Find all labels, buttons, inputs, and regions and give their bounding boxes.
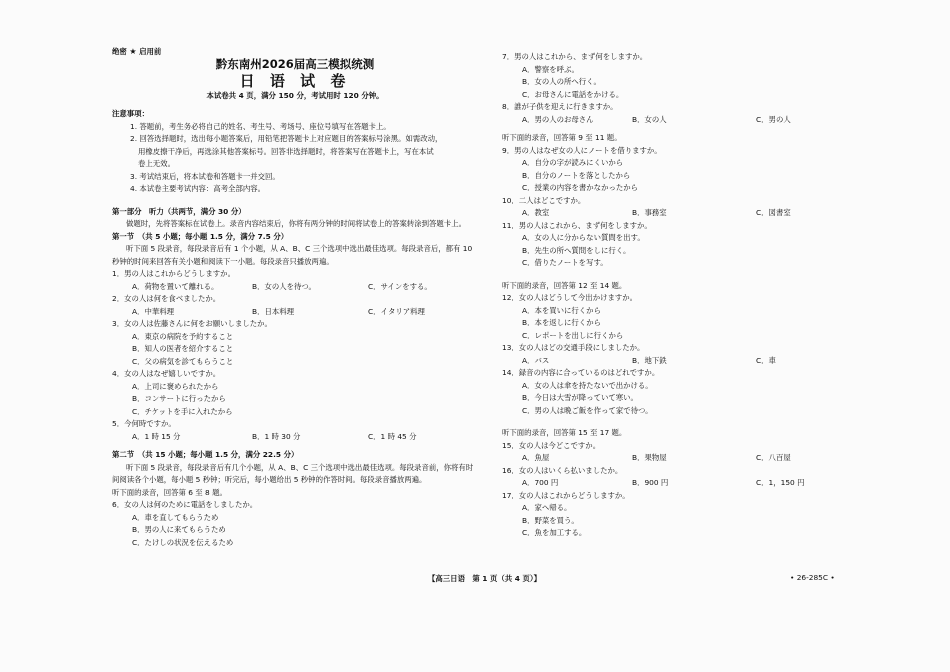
- option-b[interactable]: B．本を返しに行くから: [522, 318, 601, 327]
- option-b[interactable]: B．男の人に来てもらうため: [132, 525, 226, 534]
- option-c[interactable]: C．イタリア料理: [368, 306, 425, 316]
- option-c[interactable]: C．魚を加工する。: [522, 528, 587, 537]
- question-stem: 8．誰が子供を迎えに行きますか。: [502, 102, 618, 111]
- option-b[interactable]: B．今日は大雪が降っていて寒い。: [522, 393, 638, 402]
- option-c[interactable]: C．男の人: [756, 114, 791, 124]
- option-b[interactable]: B．女の人の所へ行く。: [522, 77, 601, 86]
- option-c[interactable]: C．レポートを出しに行くから: [522, 330, 624, 340]
- option-c[interactable]: C．八百屋: [756, 453, 791, 462]
- question-stem: 13．女の人はどの交通手段にしましたか。: [502, 343, 645, 352]
- option-c[interactable]: C．借りたノートを写す。: [522, 258, 608, 267]
- question-stem: 10．二人はどこですか。: [502, 195, 586, 205]
- part1-heading: 第一部分 听力（共两节，满分 30 分）: [112, 206, 246, 216]
- option-a[interactable]: A．家へ帰る。: [522, 503, 572, 512]
- audio-instruction: 听下面的录音，回答第 15 至 17 题。: [502, 428, 627, 437]
- right-column: [502, 51, 842, 540]
- question-stem: 9．男の人はなぜ女の人にノートを借りますか。: [502, 145, 662, 155]
- option-a[interactable]: A．魚屋: [522, 453, 550, 462]
- option-c[interactable]: C．父の病気を診てもらうこと: [132, 356, 234, 366]
- options-row: [502, 355, 842, 368]
- exam-subtitle: 日 语 试 卷: [239, 71, 351, 90]
- question-stem: 6．女の人は何のために電話をしましたか。: [112, 500, 258, 509]
- options-row: [502, 114, 842, 127]
- star-icon: ★: [129, 47, 137, 56]
- note-item: 卷上无效。: [138, 159, 175, 168]
- option-a[interactable]: A．700 円: [522, 478, 559, 487]
- options-row: [112, 306, 478, 319]
- option-c[interactable]: C．車: [756, 355, 776, 365]
- note-item: 用橡皮擦干净后，再选涂其他答案标号。回答非选择题时，将答案写在答题卡上，写在本试: [138, 146, 434, 156]
- option-b[interactable]: B．女の人: [632, 114, 667, 124]
- option-b[interactable]: B．果物屋: [632, 453, 667, 462]
- question-stem: 1．男の人はこれからどうしますか。: [112, 269, 235, 278]
- question-stem: 7．男の人はこれから、まず何をしますか。: [502, 52, 648, 61]
- options-row: [502, 207, 842, 220]
- option-a[interactable]: A．女の人は傘を持たないで出かける。: [522, 380, 653, 390]
- note-item: 3. 考试结束后，将本试卷和答题卡一并交回。: [130, 171, 280, 181]
- option-a[interactable]: A．バス: [522, 355, 550, 365]
- note-item: 4. 本试卷主要考试内容：高考全部内容。: [130, 184, 266, 193]
- option-a[interactable]: A．上司に褒められたから: [132, 381, 219, 391]
- left-column: [112, 46, 478, 549]
- option-a[interactable]: A．自分の字が読みにくいから: [522, 158, 624, 167]
- option-b[interactable]: B．事務室: [632, 208, 667, 217]
- option-a[interactable]: A．本を買いに行くから: [522, 305, 601, 315]
- question-stem: 15．女の人は今どこですか。: [502, 440, 601, 450]
- exam-title: 黔东南州2026届高三模拟统测: [215, 56, 375, 71]
- option-c[interactable]: C．男の人は晩ご飯を作って家で待つ。: [522, 405, 653, 415]
- options-row: [112, 281, 478, 294]
- option-c[interactable]: C．お母さんに電話をかける。: [522, 89, 624, 99]
- option-b[interactable]: B．知人の医者を紹介すること: [132, 344, 234, 353]
- options-row: [502, 452, 842, 465]
- option-b[interactable]: B．先生の所へ質問をしに行く。: [522, 245, 631, 255]
- option-a[interactable]: A．東京の病院を予約すること: [132, 331, 234, 341]
- option-c[interactable]: C．たけしの状況を伝えるため: [132, 537, 234, 547]
- secret-label: 绝密 ★ 启用前: [112, 47, 162, 56]
- option-a[interactable]: A．教室: [522, 208, 550, 217]
- option-b[interactable]: B．日本料理: [252, 306, 295, 316]
- part1-instruction: 做题时，先将答案标在试卷上。录音内容结束后，你将有两分钟的时间将试卷上的答案转涂到答题卡上。: [126, 219, 466, 228]
- option-a[interactable]: A．1 時 15 分: [132, 431, 181, 441]
- options-row: [112, 431, 478, 444]
- option-a[interactable]: A．女の人に分からない質問を出す。: [522, 233, 645, 242]
- question-stem: 14．録音の内容に合っているのはどれですか。: [502, 368, 660, 377]
- paper-code: • 26-285C •: [790, 573, 835, 582]
- option-c[interactable]: C．1，150 円: [756, 478, 805, 487]
- audio-instruction: 听下面的录音，回答第 6 至 8 题。: [112, 487, 227, 497]
- notes-heading: 注意事项：: [112, 109, 149, 118]
- section1-instruction: 听下面 5 段录音，每段录音后有 1 个小题，从 A、B、C 三个选项中选出最佳选项。每段录音后，都有 10 秒钟的时间来回答有关小题和阅读下一小题。每段录音只播放两遍。: [112, 244, 473, 266]
- option-c[interactable]: C．サインをする。: [368, 281, 432, 291]
- question-stem: 17．女の人はこれからどうしますか。: [502, 490, 630, 500]
- option-b[interactable]: B．女の人を待つ。: [252, 281, 316, 291]
- section2-instruction: 听下面 5 段录音，每段录音后有几个小题，从 A、B、C 三个选项中选出最佳选项。每段录音前，你将有时间阅读各个小题，每小题 5 秒钟；听完后，每小题给出 5 秒钟的作答时间。每段录音播放两遍。: [112, 462, 474, 484]
- question-stem: 4．女の人はなぜ嬉しいですか。: [112, 369, 221, 378]
- question-stem: 5．今何時ですか。: [112, 419, 176, 428]
- option-a[interactable]: A．中華料理: [132, 306, 175, 316]
- option-b[interactable]: B．自分のノートを落としたから: [522, 170, 631, 180]
- option-c[interactable]: C．授業の内容を書かなかったから: [522, 183, 639, 192]
- question-stem: 2．女の人は何を食べましたか。: [112, 294, 221, 303]
- option-b[interactable]: B．地下鉄: [632, 355, 667, 365]
- section1-heading: 第一节 （共 5 小题；每小题 1.5 分，满分 7.5 分）: [112, 231, 289, 241]
- option-a[interactable]: A．警察を呼ぶ。: [522, 64, 579, 74]
- option-c[interactable]: C．1 時 45 分: [368, 431, 417, 441]
- option-c[interactable]: C．チケットを手に入れたから: [132, 406, 233, 416]
- option-b[interactable]: B．1 時 30 分: [252, 431, 301, 441]
- option-b[interactable]: B．コンサートに行ったから: [132, 394, 226, 403]
- question-stem: 11．男の人はこれから、まず何をしますか。: [502, 220, 652, 230]
- option-a[interactable]: A．車を直してもらうため: [132, 512, 219, 522]
- question-stem: 12．女の人はどうして今出かけますか。: [502, 293, 638, 302]
- option-b[interactable]: B．900 円: [632, 478, 669, 487]
- option-b[interactable]: B．野菜を買う。: [522, 515, 579, 525]
- option-c[interactable]: C．図書室: [756, 208, 791, 217]
- options-row: [502, 477, 842, 490]
- question-stem: 16．女の人はいくら払いましたか。: [502, 465, 623, 475]
- question-stem: 3．女の人は佐藤さんに何をお願いしましたか。: [112, 319, 272, 328]
- audio-instruction: 听下面的录音，回答第 9 至 11 题。: [502, 133, 622, 142]
- note-item: 2. 回答选择题时，选出每小题答案后，用铅笔把答题卡上对应题目的答案标号涂黑。如需改动，: [130, 134, 443, 143]
- exam-info: 本试卷共 4 页，满分 150 分，考试用时 120 分钟。: [206, 90, 384, 100]
- note-item: 1. 答题前，考生务必将自己的姓名、考生号、考场号、座位号填写在答题卡上。: [130, 121, 391, 131]
- option-a[interactable]: A．荷物を置いて離れる。: [132, 281, 219, 291]
- page-footer: 【高三日语 第 1 页（共 4 页）】: [428, 574, 541, 583]
- audio-instruction: 听下面的录音，回答第 12 至 14 题。: [502, 280, 627, 290]
- section2-heading: 第二节 （共 15 小题；每小题 1.5 分，满分 22.5 分）: [112, 450, 299, 459]
- option-a[interactable]: A．男の人のお母さん: [522, 114, 594, 124]
